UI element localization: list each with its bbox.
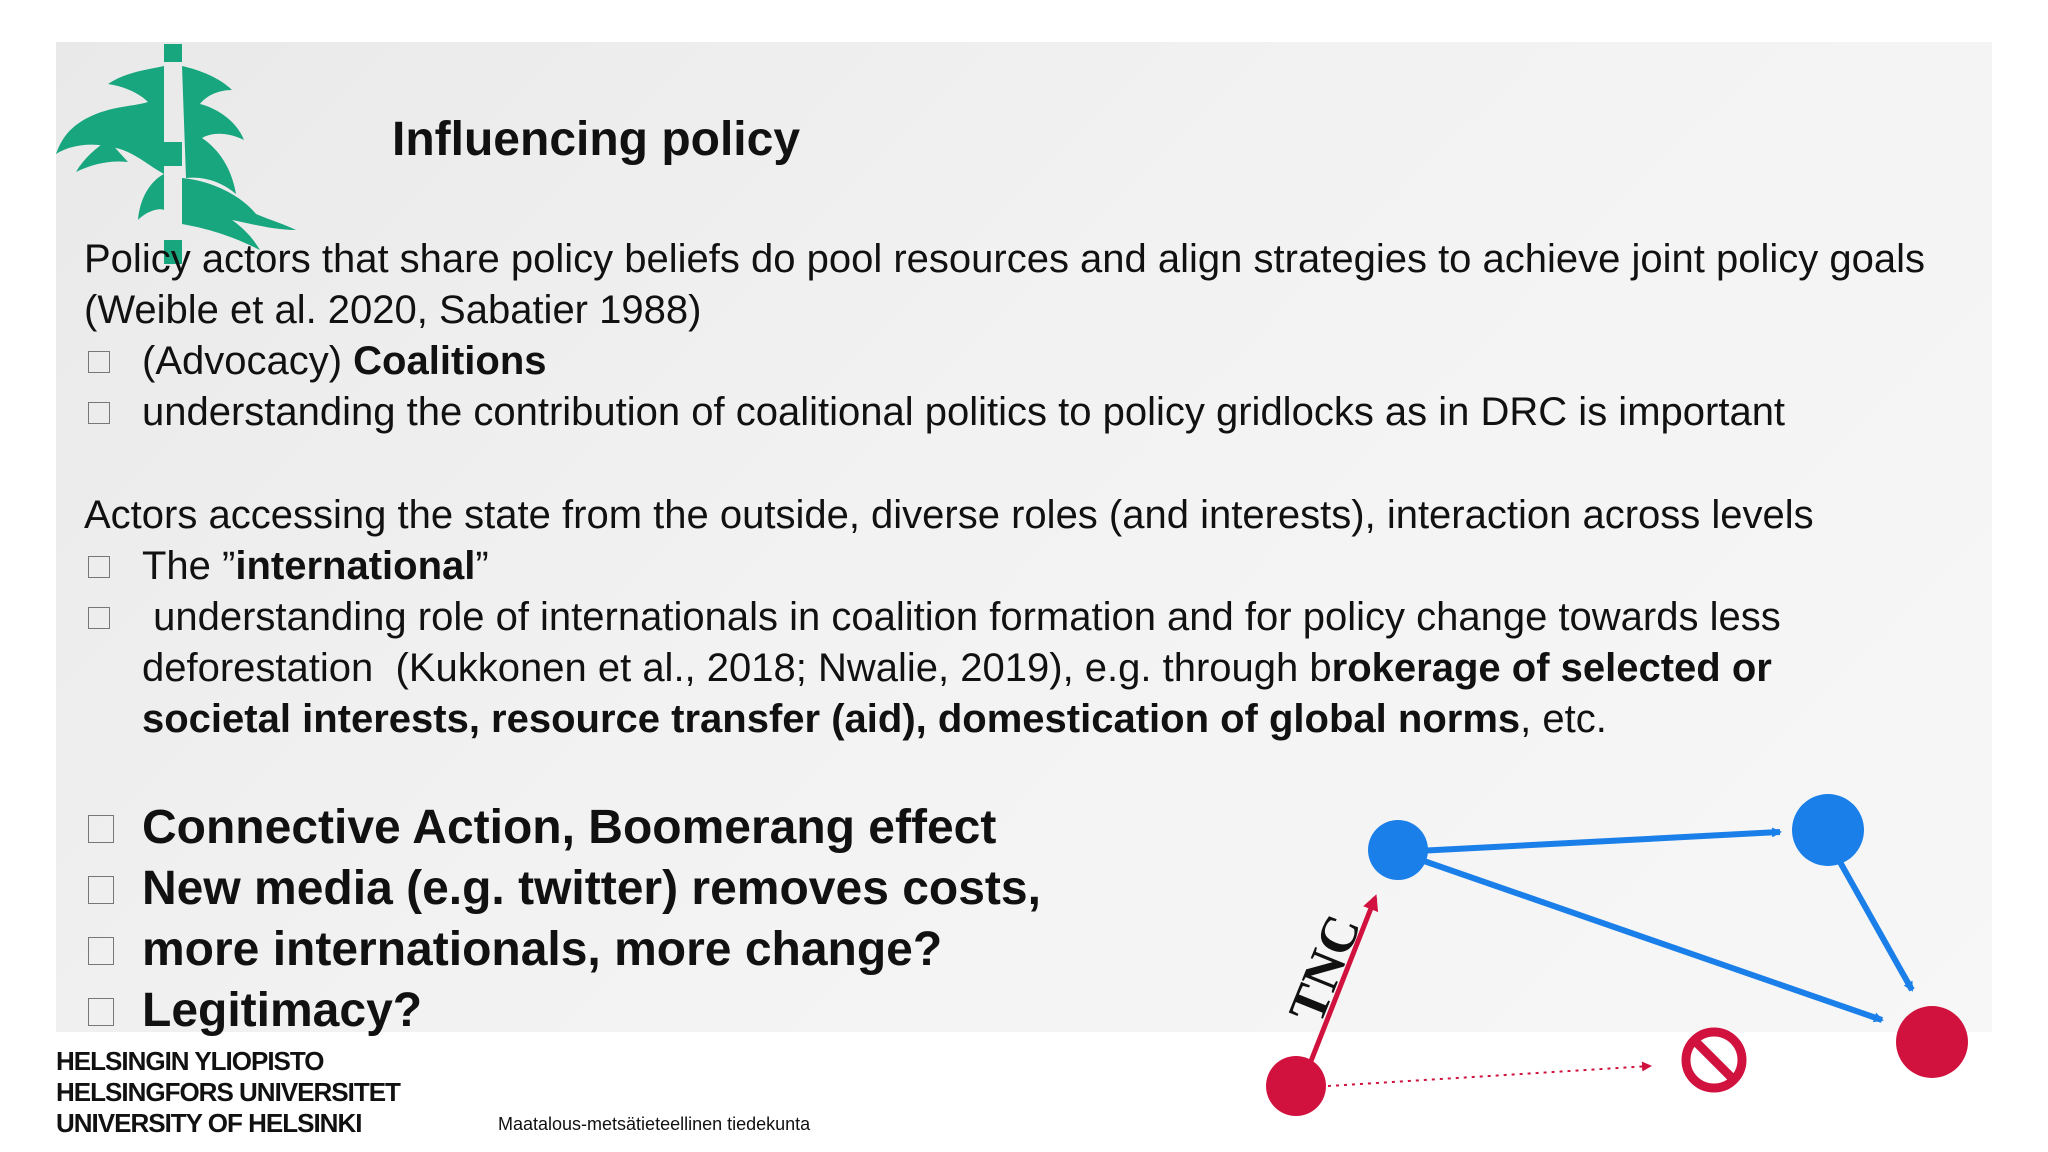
arrow-state-a-to-intl (1398, 832, 1780, 852)
tnc-label: TNC (1278, 907, 1373, 1031)
node-red-actor (1266, 1056, 1326, 1116)
university-name-sv: HELSINGFORS UNIVERSITET (56, 1077, 400, 1107)
arrow-blocked-dotted (1328, 1066, 1650, 1086)
big-bullet-new-media: New media (e.g. twitter) removes costs, (142, 862, 1041, 915)
bullet-coalitions (142, 336, 547, 387)
bullet-international-prefix: The ” (142, 544, 236, 588)
bullet-gridlock: understanding the contribution of coalitional politics to policy gridlocks as in DRC is important (142, 390, 1786, 434)
slide-title: Influencing policy (392, 113, 801, 166)
university-wordmark (56, 1046, 400, 1139)
university-name-fi: HELSINGIN YLIOPISTO (56, 1046, 324, 1076)
checkbox-bullet-icon (88, 402, 110, 424)
big-bullet-legitimacy: Legitimacy? (142, 984, 423, 1037)
paragraph-policy-actors: Policy actors that share policy beliefs do pool resources and align strategies to achieve joint policy goals (Weible et al. 2020, Sabatier 1988) (84, 237, 1926, 332)
checkbox-bullet-icon (88, 607, 110, 629)
bullet-role-line3-plain: , etc. (1520, 697, 1607, 741)
arrow-intl-to-state-b (1840, 862, 1912, 990)
arrow-state-a-to-state-b (1398, 852, 1882, 1020)
bullet-role-line1: understanding role of internationals in coalition formation and for policy change towards less (142, 595, 1781, 639)
node-red-state-b (1896, 1006, 1968, 1078)
boomerang-diagram (1240, 780, 1980, 1120)
bullet-role-line2-bold: rokerage of selected or (1331, 646, 1772, 690)
node-blue-international (1792, 794, 1864, 866)
bullet-international-suffix: ” (475, 544, 489, 588)
checkbox-bullet-icon (88, 998, 114, 1026)
bullet-role-line2-plain: deforestation (Kukkonen et al., 2018; Nwalie, 2019), e.g. through b (142, 646, 1332, 690)
big-bullet-connective-action: Connective Action, Boomerang effect (142, 801, 997, 854)
bullet-coalitions-prefix: (Advocacy) (142, 339, 354, 383)
bullet-coalitions-bold: Coalitions (353, 339, 547, 383)
checkbox-bullet-icon (88, 556, 110, 578)
checkbox-bullet-icon (88, 351, 110, 373)
bullet-international (142, 541, 489, 592)
checkbox-bullet-icon (88, 937, 114, 965)
bullet-role-line3-bold: societal interests, resource transfer (aid), domestication of global norms (142, 697, 1521, 741)
checkbox-bullet-icon (88, 815, 114, 843)
university-flame-logo-icon (56, 44, 296, 266)
bullet-international-bold: international (235, 544, 476, 588)
prohibited-icon (1686, 1032, 1742, 1088)
bullet-role-line2 (142, 643, 1772, 694)
faculty-name: Maatalous-metsätieteellinen tiedekunta (498, 1114, 811, 1134)
bullet-role-line3 (142, 694, 1607, 745)
university-name-en: UNIVERSITY OF HELSINKI (56, 1108, 362, 1138)
paragraph-actors-accessing: Actors accessing the state from the outside, diverse roles (and interests), interaction across levels (84, 493, 1814, 537)
checkbox-bullet-icon (88, 876, 114, 904)
node-blue-state-a (1368, 820, 1428, 880)
big-bullet-more-internationals: more internationals, more change? (142, 923, 943, 976)
